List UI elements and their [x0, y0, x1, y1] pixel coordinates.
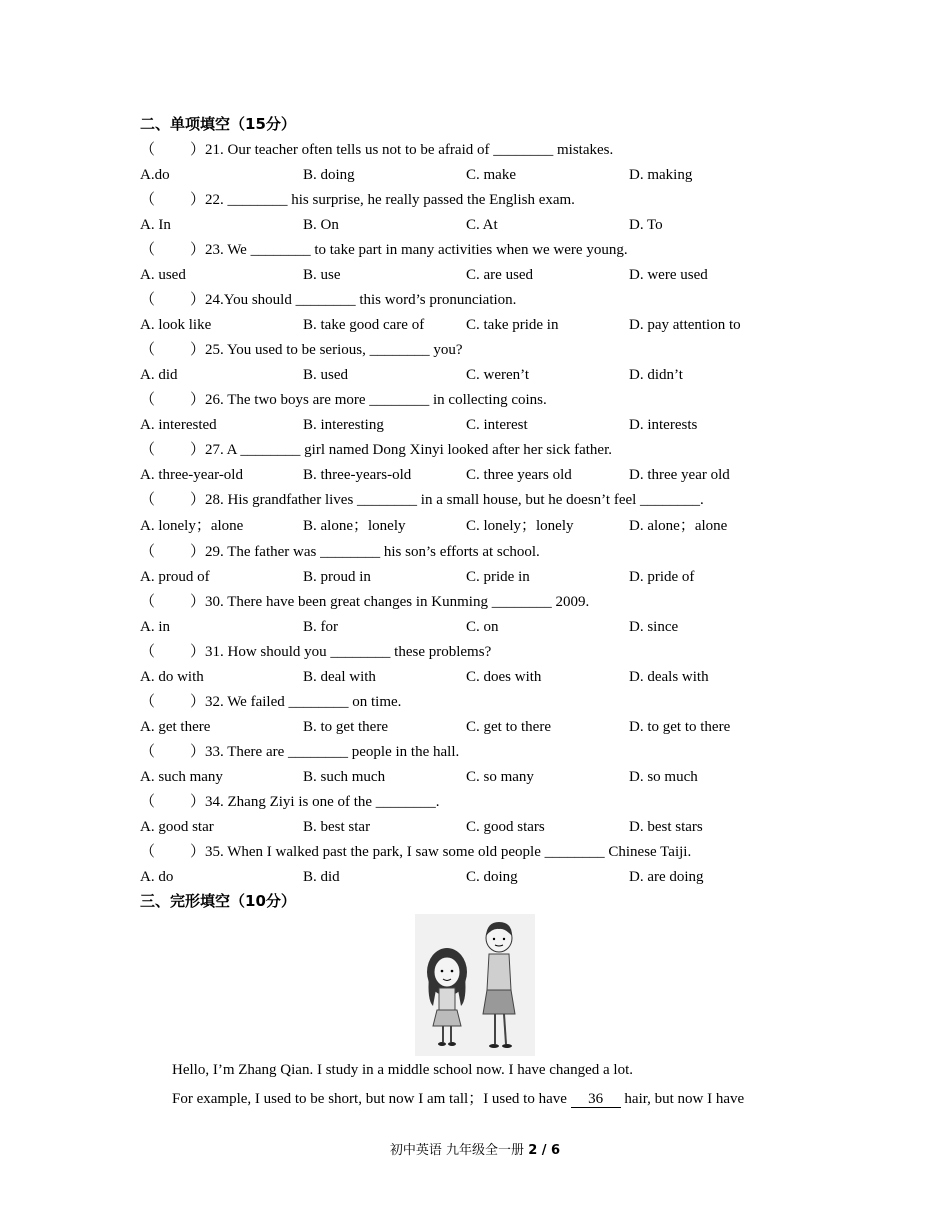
question-35 — [140, 843, 691, 861]
question-22 — [140, 191, 575, 209]
question-29-option-d: D. pride of — [629, 569, 695, 585]
question-23-option-b: B. use — [303, 267, 341, 283]
answer-paren: （ — [140, 442, 156, 458]
question-31-option-a: A. do with — [140, 669, 204, 685]
question-25 — [140, 341, 463, 359]
question-text: ）28. His grandfather lives ________ in a small house, but he doesn’t feel ________. — [190, 492, 704, 508]
answer-paren: （ — [140, 794, 156, 810]
question-24-option-b: B. take good care of — [303, 317, 425, 333]
question-text: ）32. We failed ________ on time. — [190, 694, 402, 710]
question-27-option-b: B. three-years-old — [303, 467, 412, 483]
question-25-option-c: C. weren’t — [466, 367, 530, 383]
question-30-option-c: C. on — [466, 619, 499, 635]
cloze-blank-36: 36 — [571, 1092, 621, 1108]
question-24-option-d: D. pay attention to — [629, 317, 741, 333]
answer-paren: （ — [140, 544, 156, 560]
question-29 — [140, 543, 540, 561]
question-24 — [140, 291, 516, 309]
question-23-option-a: A. used — [140, 267, 186, 283]
question-24-option-c: C. take pride in — [466, 317, 559, 333]
question-28-option-a: A. lonely；alone — [140, 518, 244, 534]
passage-line-2-text-b: hair, but now I have — [620, 1091, 745, 1107]
section-title-single-choice: 二、单项填空（15分） — [140, 115, 296, 133]
question-28-option-b: B. alone；lonely — [303, 518, 406, 534]
question-text: ）31. How should you ________ these problems? — [190, 644, 492, 660]
question-text: ）27. A ________ girl named Dong Xinyi looked after her sick father. — [190, 442, 612, 458]
question-31-option-d: D. deals with — [629, 669, 709, 685]
question-23-option-d: D. were used — [629, 267, 708, 283]
question-33-option-a: A. such many — [140, 769, 223, 785]
question-26-option-a: A. interested — [140, 417, 217, 433]
question-21-option-d: D. making — [629, 167, 693, 183]
question-27-option-a: A. three-year-old — [140, 467, 243, 483]
question-30-option-d: D. since — [629, 619, 679, 635]
question-26-option-d: D. interests — [629, 417, 698, 433]
question-35-option-a: A. do — [140, 869, 174, 885]
question-text: ）35. When I walked past the park, I saw some old people ________ Chinese Taiji. — [190, 844, 692, 860]
question-34 — [140, 793, 440, 811]
question-text: ）26. The two boys are more ________ in collecting coins. — [190, 392, 547, 408]
question-22-option-c: C. At — [466, 217, 498, 233]
question-28 — [140, 491, 704, 509]
question-34-option-d: D. best stars — [629, 819, 703, 835]
answer-paren: （ — [140, 242, 156, 258]
question-33-option-d: D. so much — [629, 769, 698, 785]
page-footer — [0, 1139, 950, 1158]
question-27-option-c: C. three years old — [466, 467, 572, 483]
question-23 — [140, 241, 628, 259]
question-34-option-c: C. good stars — [466, 819, 545, 835]
question-29-option-c: C. pride in — [466, 569, 530, 585]
answer-paren: （ — [140, 292, 156, 308]
question-33 — [140, 743, 459, 761]
question-text: ）25. You used to be serious, ________ you? — [190, 342, 463, 358]
question-32 — [140, 693, 401, 711]
passage-line-2 — [172, 1087, 744, 1108]
question-35-option-c: C. doing — [466, 869, 518, 885]
question-30-option-a: A. in — [140, 619, 170, 635]
question-31-option-c: C. does with — [466, 669, 542, 685]
question-29-option-b: B. proud in — [303, 569, 371, 585]
question-27 — [140, 441, 612, 459]
question-25-option-d: D. didn’t — [629, 367, 683, 383]
question-31-option-b: B. deal with — [303, 669, 376, 685]
question-24-option-a: A. look like — [140, 317, 212, 333]
answer-paren: （ — [140, 192, 156, 208]
answer-paren: （ — [140, 392, 156, 408]
question-30-option-b: B. for — [303, 619, 338, 635]
answer-paren: （ — [140, 594, 156, 610]
question-28-option-d: D. alone；alone — [629, 518, 728, 534]
passage-line-1: Hello, I’m Zhang Qian. I study in a middle school now. I have changed a lot. — [172, 1062, 633, 1078]
question-text: ）23. We ________ to take part in many activities when we were young. — [190, 242, 628, 258]
page-number: 2 / 6 — [528, 1143, 561, 1158]
question-text: ）33. There are ________ people in the hall. — [190, 744, 460, 760]
question-28-option-c: C. lonely；lonely — [466, 518, 574, 534]
question-34-option-b: B. best star — [303, 819, 371, 835]
question-27-option-d: D. three year old — [629, 467, 730, 483]
question-text: ）29. The father was ________ his son’s efforts at school. — [190, 544, 540, 560]
question-26-option-b: B. interesting — [303, 417, 384, 433]
question-21-option-a: A.do — [140, 167, 170, 183]
answer-paren: （ — [140, 644, 156, 660]
question-31 — [140, 643, 491, 661]
answer-paren: （ — [140, 342, 156, 358]
question-25-option-b: B. used — [303, 367, 348, 383]
section-title-cloze: 三、完形填空（10分） — [140, 892, 296, 910]
question-23-option-c: C. are used — [466, 267, 534, 283]
question-22-option-b: B. On — [303, 217, 339, 233]
question-text: ）21. Our teacher often tells us not to be afraid of ________ mistakes. — [190, 142, 614, 158]
question-22-option-d: D. To — [629, 217, 663, 233]
question-32-option-a: A. get there — [140, 719, 211, 735]
question-26-option-c: C. interest — [466, 417, 528, 433]
question-text: ）22. ________ his surprise, he really passed the English exam. — [190, 192, 575, 208]
question-text: ）30. There have been great changes in Kunming ________ 2009. — [190, 594, 590, 610]
passage-line-2-text-a: For example, I used to be short, but now I am tall；I used to have — [172, 1091, 571, 1107]
question-35-option-d: D. are doing — [629, 869, 704, 885]
question-21 — [140, 141, 613, 159]
question-text: ）24.You should ________ this word’s pronunciation. — [190, 292, 517, 308]
question-33-option-c: C. so many — [466, 769, 534, 785]
question-25-option-a: A. did — [140, 367, 178, 383]
question-30 — [140, 593, 589, 611]
question-21-option-c: C. make — [466, 167, 516, 183]
question-33-option-b: B. such much — [303, 769, 386, 785]
question-21-option-b: B. doing — [303, 167, 355, 183]
question-26 — [140, 391, 547, 409]
illustration-girl-and-boy — [415, 914, 535, 1056]
question-32-option-b: B. to get there — [303, 719, 388, 735]
answer-paren: （ — [140, 142, 156, 158]
footer-text: 初中英语 九年级全一册 — [389, 1143, 529, 1158]
question-32-option-d: D. to get to there — [629, 719, 731, 735]
question-29-option-a: A. proud of — [140, 569, 210, 585]
answer-paren: （ — [140, 694, 156, 710]
answer-paren: （ — [140, 844, 156, 860]
question-35-option-b: B. did — [303, 869, 340, 885]
answer-paren: （ — [140, 744, 156, 760]
question-34-option-a: A. good star — [140, 819, 214, 835]
question-text: ）34. Zhang Ziyi is one of the ________. — [190, 794, 440, 810]
answer-paren: （ — [140, 492, 156, 508]
question-32-option-c: C. get to there — [466, 719, 551, 735]
question-22-option-a: A. In — [140, 217, 171, 233]
